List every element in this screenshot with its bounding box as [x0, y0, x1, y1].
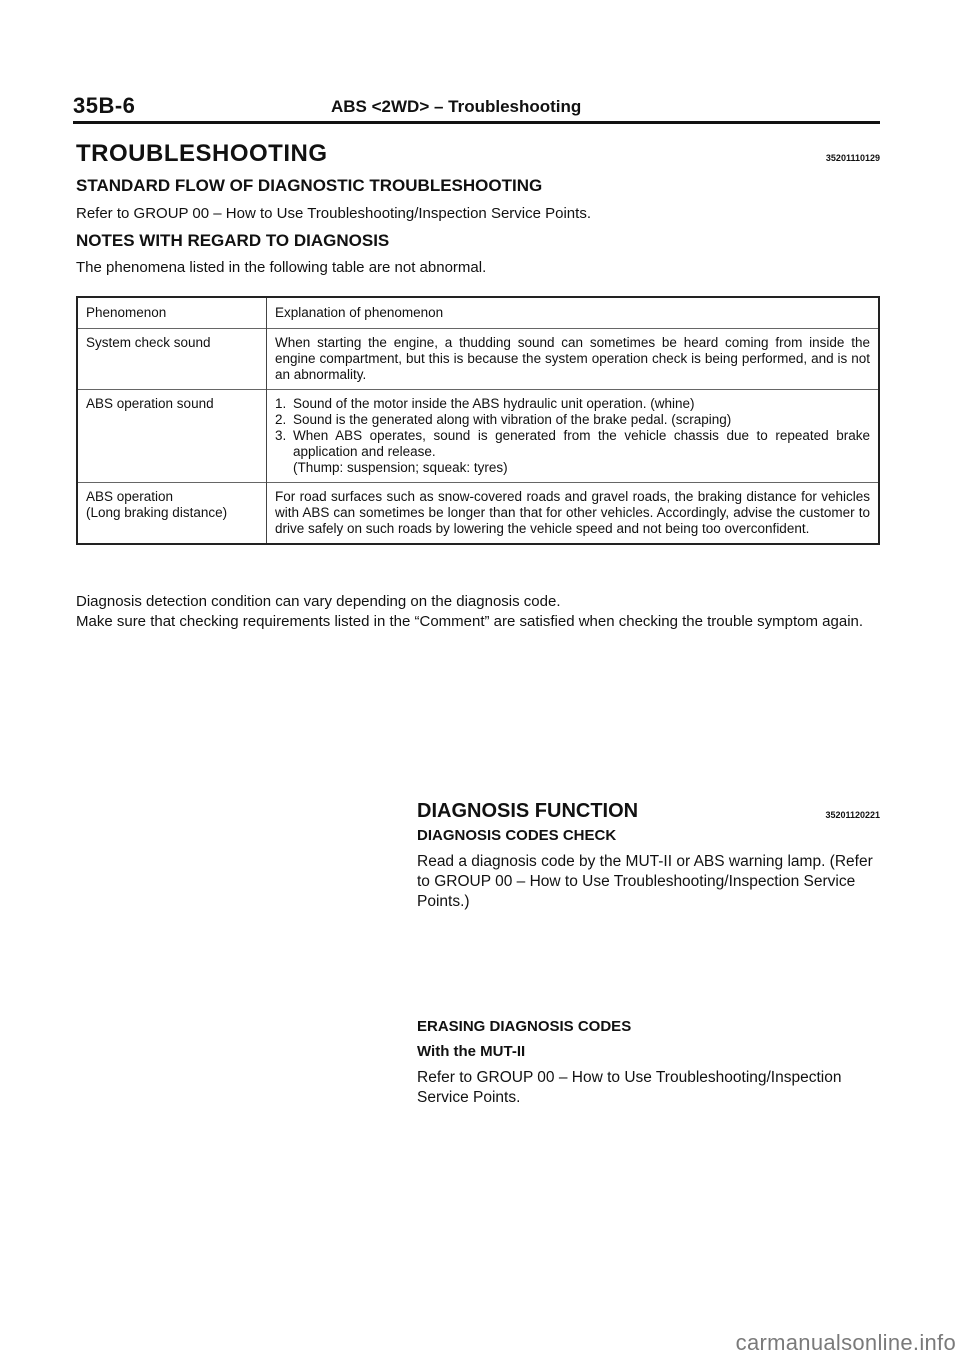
table-row [77, 390, 879, 483]
sound-list [275, 396, 870, 460]
row-phenomenon-line: (Long braking distance) [86, 505, 228, 520]
codes-check-text: Read a diagnosis code by the MUT-II or ABS warning lamp. (Refer to GROUP 00 – How to Use Troubleshooting/Inspection Service Points.) [417, 853, 873, 910]
list-item-text: Sound is the generated along with vibration of the brake pedal. (scraping) [293, 412, 732, 427]
table-header-explanation: Explanation of phenomenon [275, 305, 444, 320]
row-phenomenon-line: ABS operation [86, 489, 174, 504]
notes-heading: NOTES WITH REGARD TO DIAGNOSIS [76, 231, 390, 250]
erasing-heading: ERASING DIAGNOSIS CODES [417, 1018, 632, 1035]
codes-check-heading: DIAGNOSIS CODES CHECK [417, 827, 617, 844]
standard-flow-heading: STANDARD FLOW OF DIAGNOSTIC TROUBLESHOOTING [76, 176, 543, 195]
row-explanation: For road surfaces such as snow-covered roads and gravel roads, the braking distance for vehicles with ABS can sometimes be longer than that for other vehicles. Accordingly, advise the customer to drive safely on such roads by lowering the vehicle speed and not being too overconfident. [267, 483, 880, 545]
detection-condition-text: Diagnosis detection condition can vary depending on the diagnosis code. [76, 593, 561, 610]
standard-flow-text: Refer to GROUP 00 – How to Use Troubleshooting/Inspection Service Points. [76, 205, 591, 222]
row-phenomenon: ABS operation sound [77, 390, 267, 483]
list-item-number: 1. [275, 396, 287, 411]
table-row [77, 329, 879, 390]
notes-intro: The phenomena listed in the following table are not abnormal. [76, 259, 487, 276]
list-item-number: 3. [275, 428, 287, 443]
after-table-text [76, 592, 880, 632]
section-title: TROUBLESHOOTING [76, 140, 328, 167]
watermark: carmanualsonline.info [735, 1330, 956, 1355]
page-header [73, 93, 880, 124]
table-header-row [77, 297, 879, 329]
list-item-number: 2. [275, 412, 287, 427]
list-item-text: When ABS operates, sound is generated from the vehicle chassis due to repeated brake application and release. [293, 428, 870, 459]
table-row [77, 483, 879, 545]
phenomena-table [76, 296, 880, 545]
with-mut-heading: With the MUT-II [417, 1043, 526, 1060]
section-code: 35201110129 [825, 153, 880, 163]
list-item [275, 428, 870, 460]
erasing-text: Refer to GROUP 00 – How to Use Troubleshooting/Inspection Service Points. [417, 1069, 842, 1106]
sound-note: (Thump: suspension; squeak: tyres) [293, 460, 508, 475]
checking-requirements-text: Make sure that checking requirements listed in the “Comment” are satisfied when checking the trouble symptom again. [76, 613, 864, 630]
row-explanation [267, 390, 880, 483]
list-item-text: Sound of the motor inside the ABS hydraulic unit operation. (whine) [293, 396, 695, 411]
list-item [275, 412, 870, 428]
diagnosis-function-code: 35201120221 [825, 810, 880, 820]
diagnosis-function-block [417, 800, 880, 1200]
page-number: 35B-6 [73, 93, 136, 118]
list-item [275, 396, 870, 412]
row-phenomenon [77, 483, 267, 545]
row-explanation: When starting the engine, a thudding sound can sometimes be heard coming from inside the engine compartment, but this is because the system operation check is being performed, and is not an abnormality. [267, 329, 880, 390]
table-header-phenomenon: Phenomenon [77, 297, 267, 329]
diagnosis-function-title: DIAGNOSIS FUNCTION [417, 800, 639, 822]
row-phenomenon: System check sound [77, 329, 267, 390]
header-title: ABS <2WD> – Troubleshooting [331, 97, 582, 116]
